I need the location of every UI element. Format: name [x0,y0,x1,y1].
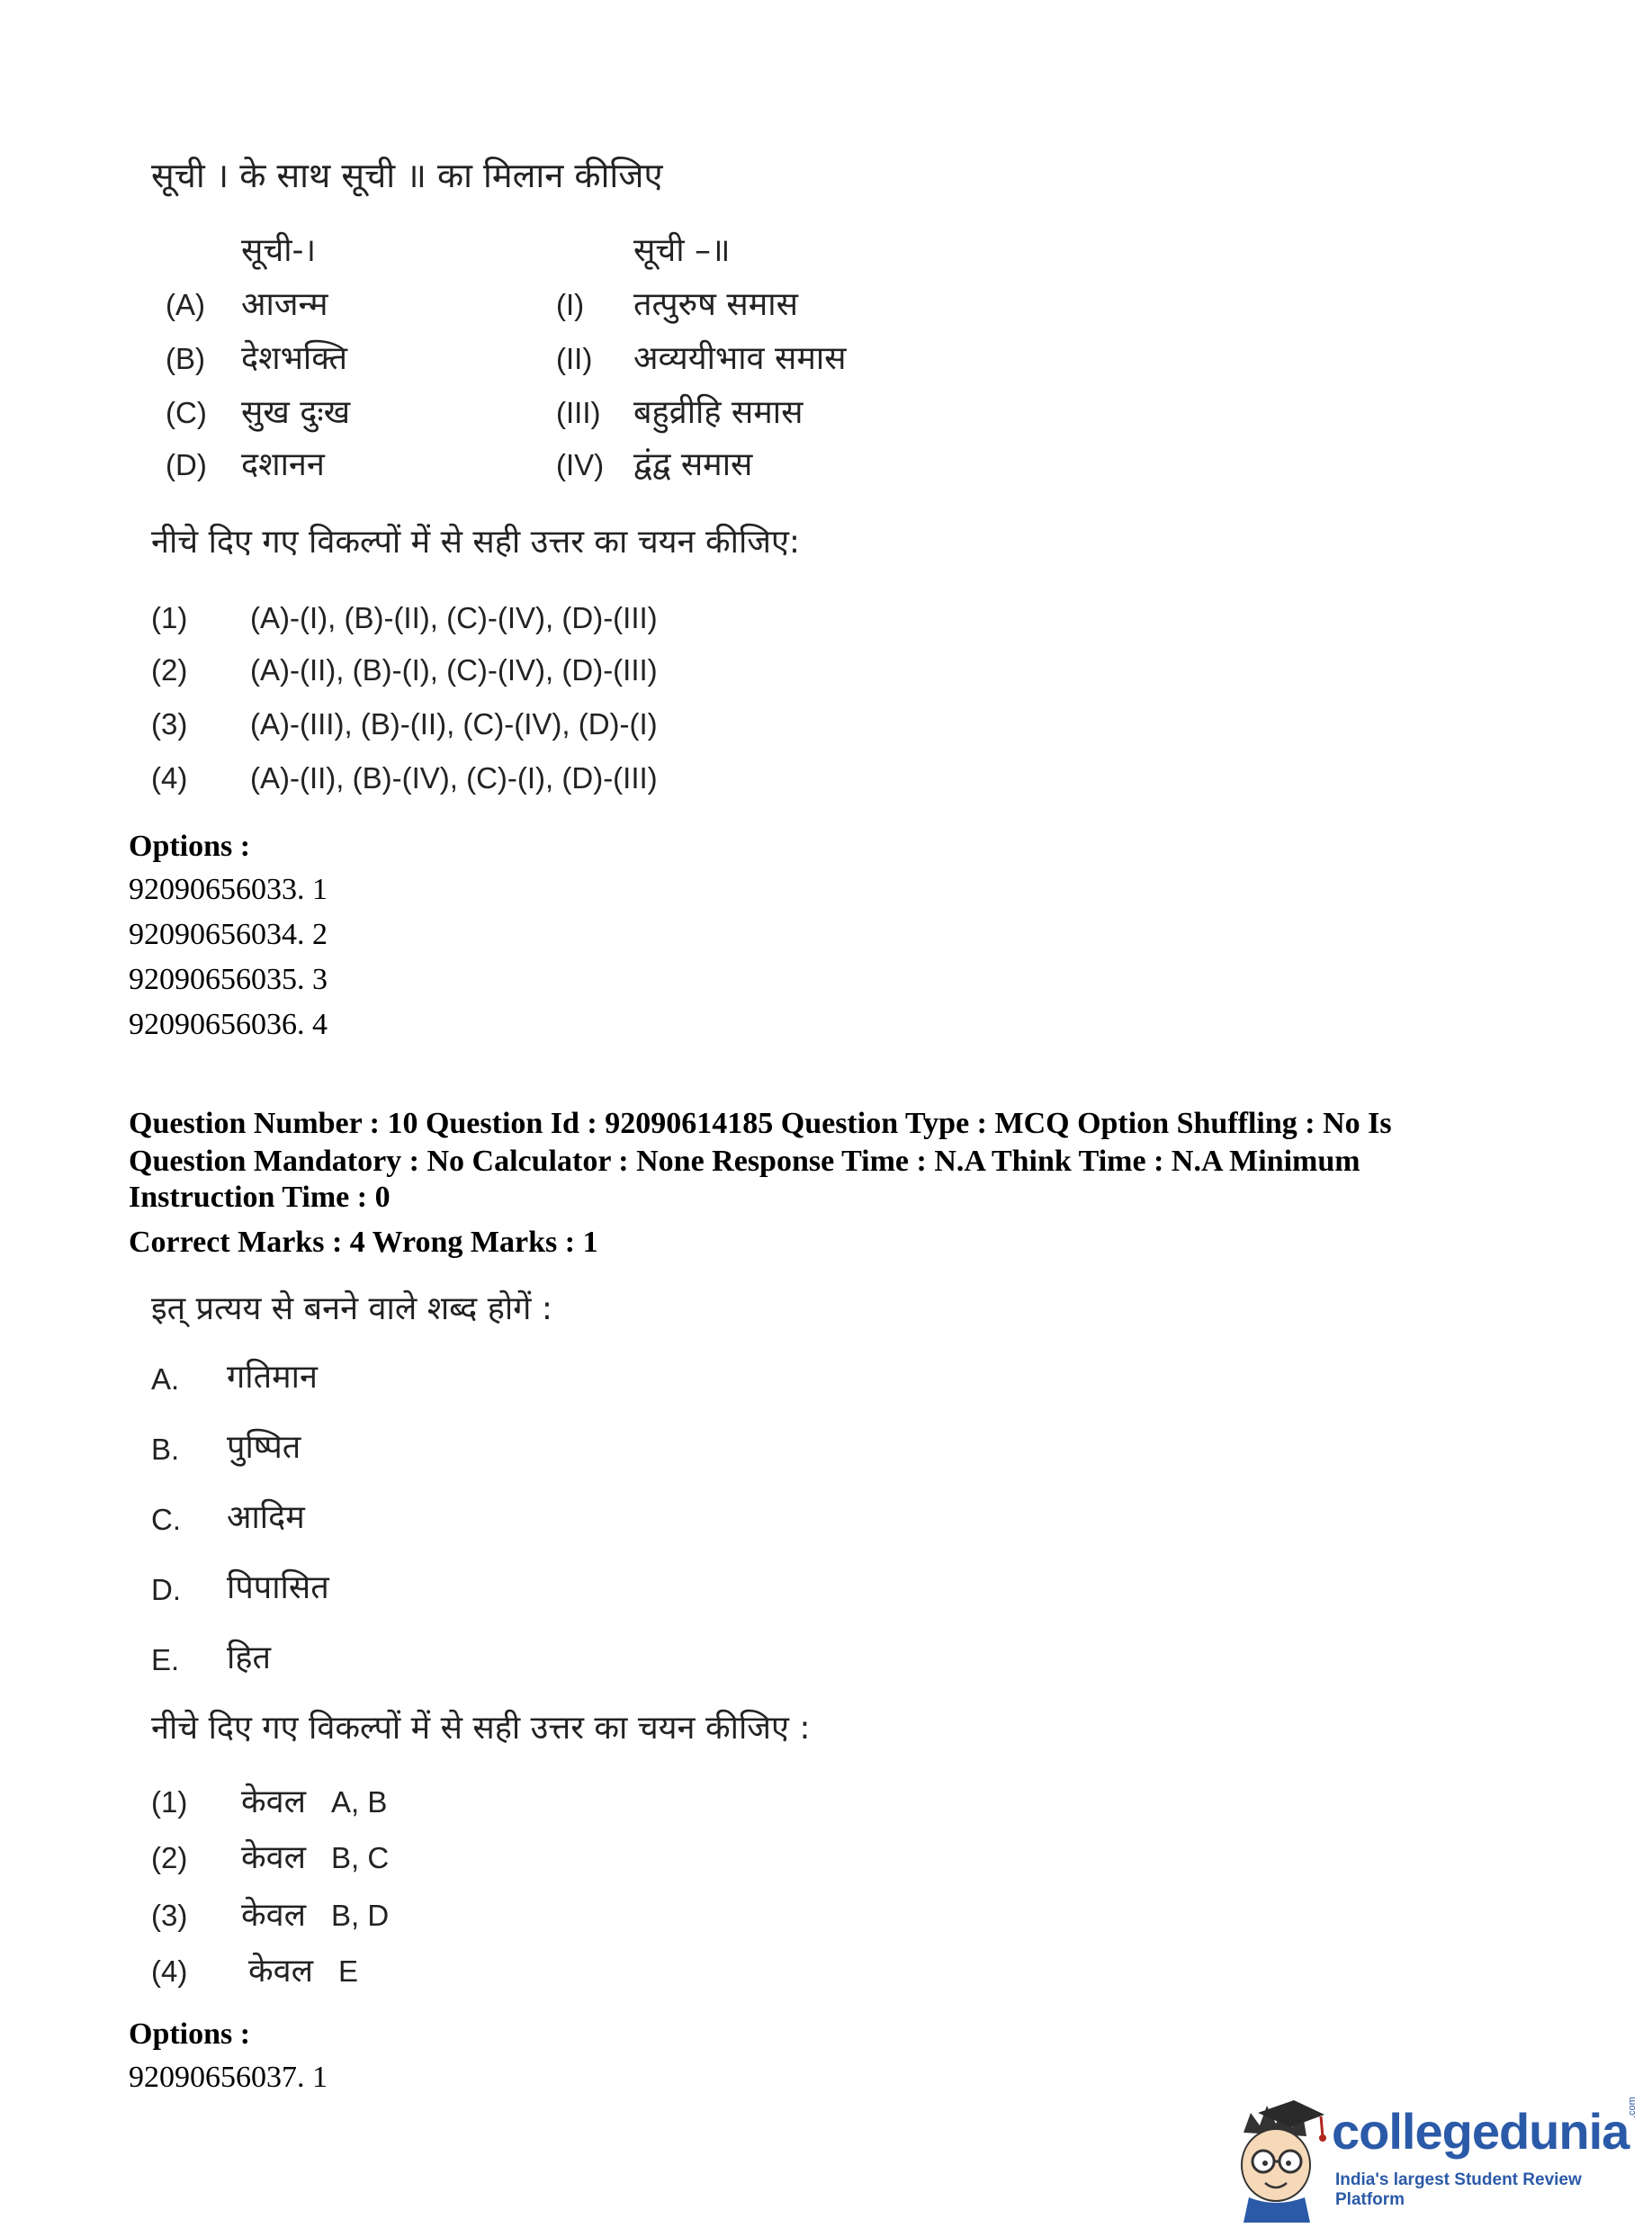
q10-choice-letters-4: E [338,1954,359,1988]
q9-choice-text-4: (A)-(II), (B)-(IV), (C)-(I), (D)-(III) [250,761,658,795]
q9-choice-text-3: (A)-(III), (B)-(II), (C)-(IV), (D)-(I) [250,707,658,741]
q9-list1-text-d: दशानन [241,446,325,483]
q10-item-label-c: C. [151,1503,181,1536]
q9-list2-label-4: (IV) [556,448,605,481]
q10-choice-num-1: (1) [151,1785,188,1819]
q9-list2-label-2: (II) [556,342,593,375]
q9-list1-label-d: (D) [166,448,207,481]
q10-marks-line: Correct Marks : 4 Wrong Marks : 1 [129,1226,598,1259]
q9-list1-header: सूची-। [241,232,317,269]
q9-list1-label-c: (C) [166,396,207,429]
q10-choice-num-3: (3) [151,1899,188,1932]
q9-list2-label-3: (III) [556,396,601,429]
q10-choice-letters-2: B, C [331,1841,390,1874]
q9-choice-text-2: (A)-(II), (B)-(I), (C)-(IV), (D)-(III) [250,653,658,687]
q9-option-2: 92090656034. 2 [129,918,328,951]
logo-com-text: .com [1627,2097,1638,2118]
mascot-icon [1224,2097,1332,2223]
q10-item-label-b: B. [151,1433,180,1466]
q9-list1-text-a: आजन्म [241,286,328,323]
q10-choice-letters-3: B, D [331,1899,390,1932]
q9-choose-prompt: नीचे दिए गए विकल्पों में से सही उत्तर का चयन कीजिए: [151,524,801,561]
q9-options-label: Options : [129,830,251,863]
q9-list2-label-1: (I) [556,288,585,321]
q9-choice-text-1: (A)-(I), (B)-(II), (C)-(IV), (D)-(III) [250,601,658,634]
q10-meta-line-3: Instruction Time : 0 [129,1181,391,1214]
q9-list2-text-4: द्वंद्व समास [633,446,753,483]
q10-meta-line-1: Question Number : 10 Question Id : 92090614185 Question Type : MCQ Option Shuffling : No Is [129,1107,1392,1140]
q9-list1-label-a: (A) [166,288,205,321]
q10-prompt: इत् प्रत्यय से बनने वाले शब्द होगें : [151,1290,553,1327]
q9-list2-text-3: बहुव्रीहि समास [633,394,804,431]
q10-item-text-a: गतिमान [227,1359,318,1396]
q9-list1-label-b: (B) [166,342,205,375]
logo-tagline: India's largest Student Review Platform [1335,2170,1582,2209]
q9-list2-text-1: तत्पुरुष समास [633,286,798,323]
q10-choose-prompt: नीचे दिए गए विकल्पों में से सही उत्तर का चयन कीजिए : [151,1710,811,1747]
q9-list2-text-2: अव्ययीभाव समास [633,340,847,377]
q10-item-text-e: हित [227,1640,271,1676]
q10-choice-num-2: (2) [151,1841,188,1874]
q9-choice-num-3: (3) [151,707,188,741]
q9-list1-text-b: देशभक्ति [241,340,348,377]
q9-option-4: 92090656036. 4 [129,1008,328,1041]
q10-choice-num-4: (4) [151,1954,188,1988]
q9-choice-num-1: (1) [151,601,188,634]
q9-choice-num-2: (2) [151,653,188,687]
q10-item-label-d: D. [151,1573,181,1606]
q10-item-text-b: पुष्पित [227,1429,301,1466]
q9-prompt: सूची । के साथ सूची ॥ का मिलान कीजिए [151,156,663,195]
q10-meta-line-2: Question Mandatory : No Calculator : None Response Time : N.A Think Time : N.A Minimum [129,1145,1360,1178]
q9-option-1: 92090656033. 1 [129,873,328,906]
q10-option-1: 92090656037. 1 [129,2061,328,2094]
q10-item-label-a: A. [151,1362,180,1396]
q10-choice-word-2: केवल [241,1839,307,1876]
q10-choice-word-3: केवल [241,1897,307,1934]
q9-option-3: 92090656035. 3 [129,963,328,996]
q10-item-text-c: आदिम [227,1499,305,1536]
q9-list2-header: सूची –॥ [633,232,731,269]
q10-options-label: Options : [129,2017,251,2051]
logo-brand-text: collegedunia [1332,2103,1630,2160]
q10-choice-word-4: केवल [248,1953,314,1990]
q10-choice-letters-1: A, B [331,1785,388,1819]
q10-item-text-d: पिपासित [227,1569,329,1606]
q10-item-label-e: E. [151,1643,180,1676]
q10-choice-word-1: केवल [241,1783,307,1820]
collegedunia-logo [1224,2097,1647,2223]
q9-list1-text-c: सुख दुःख [241,394,351,431]
q9-choice-num-4: (4) [151,761,188,795]
